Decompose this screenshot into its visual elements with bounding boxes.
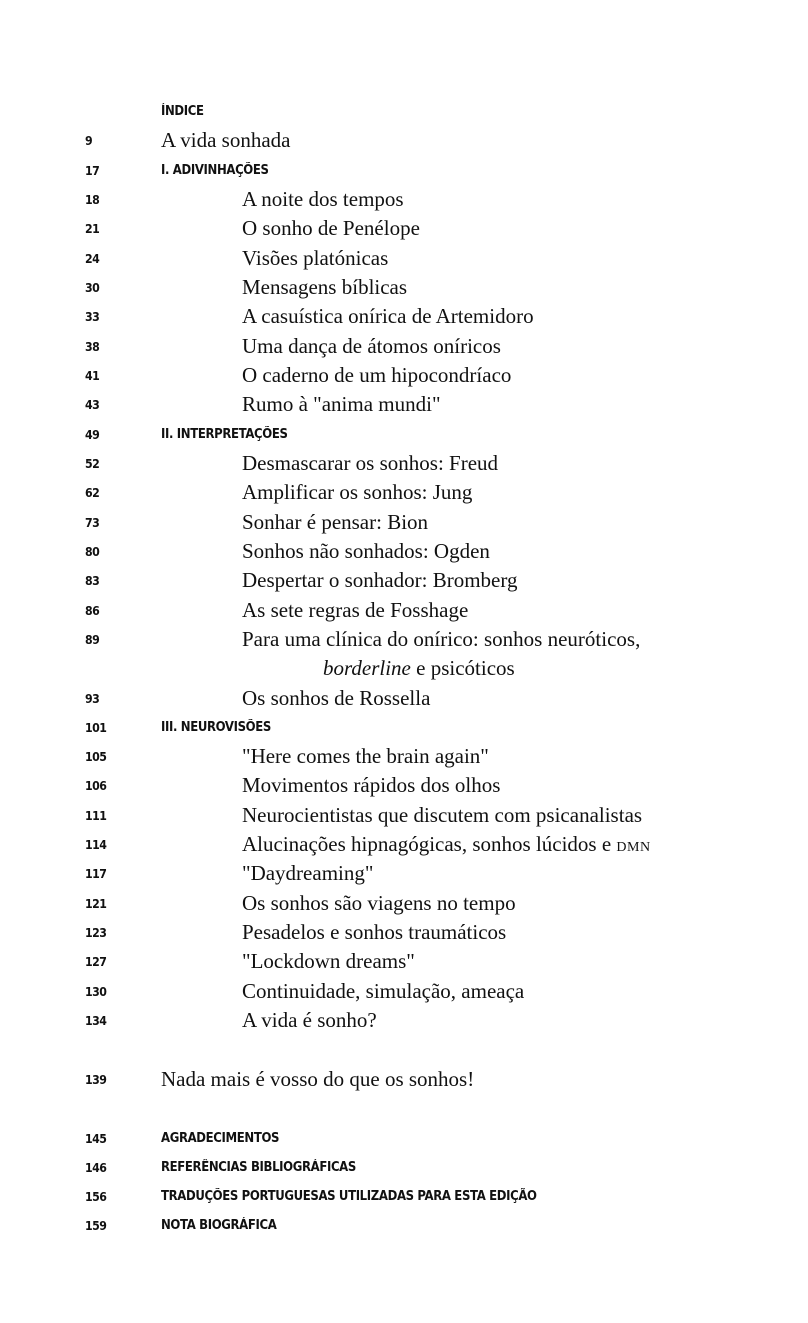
toc-entry[interactable] [0,390,808,419]
entry-title-text: Alucinações hipnagógicas, sonhos lúcidos e [242,832,617,856]
toc-back-matter-item[interactable] [0,1124,808,1153]
page-number: 117 [85,866,107,881]
entry-title: Sonhos não sonhados: Ogden [242,539,490,563]
smallcaps-acronym: DMN [616,840,651,855]
entry-title: "Lockdown dreams" [242,949,415,973]
toc-entry[interactable] [0,801,808,830]
toc-entry[interactable] [0,244,808,273]
page-number: 33 [85,309,100,324]
page-number: 156 [85,1189,107,1204]
page-number: 49 [85,427,100,442]
page-number: 9 [85,133,93,148]
back-matter-title: NOTA BIOGRÁFICA [161,1218,277,1233]
toc-entry[interactable] [0,947,808,976]
page-number: 21 [85,221,100,236]
page-number: 43 [85,397,100,412]
entry-title: Uma dança de átomos oníricos [242,334,501,358]
toc-title-row [0,97,808,126]
entry-title: "Here comes the brain again" [242,744,489,768]
entry-title: A vida é sonho? [242,1008,377,1032]
page-number: 73 [85,515,100,530]
part-title: III. NEUROVISÕES [161,720,271,735]
page-number: 139 [85,1072,107,1087]
toc-entry[interactable] [0,214,808,243]
back-matter-title: AGRADECIMENTOS [161,1131,280,1146]
entry-title: Para uma clínica do onírico: sonhos neuróticos, [242,627,641,651]
continuation-text: e psicóticos [410,656,515,680]
entry-title: A casuística onírica de Artemidoro [242,304,534,328]
entry-title: O caderno de um hipocondríaco [242,363,512,387]
page-number: 159 [85,1218,107,1233]
toc-entry[interactable] [0,625,808,654]
toc-entry[interactable] [0,361,808,390]
entry-title: Sonhar é pensar: Bion [242,510,429,534]
entry-title: Visões platónicas [242,246,389,270]
page-number: 105 [85,749,107,764]
entry-title: Pesadelos e sonhos traumáticos [242,920,507,944]
toc-entry[interactable] [0,332,808,361]
page-number: 17 [85,163,100,178]
page-number: 123 [85,925,107,940]
toc-entry-epilogue[interactable] [0,1065,808,1094]
toc-entry[interactable] [0,273,808,302]
entry-title-continuation [323,654,515,683]
toc-part-heading[interactable] [0,420,808,449]
page-number: 134 [85,1013,107,1028]
entry-title: A noite dos tempos [242,187,404,211]
toc-back-matter-item[interactable] [0,1211,808,1240]
toc-entry[interactable] [0,859,808,888]
entry-title: O sonho de Penélope [242,216,420,240]
toc-entry[interactable] [0,449,808,478]
page-number: 121 [85,896,107,911]
toc-entry-continuation [0,654,808,683]
page-number: 130 [85,984,107,999]
page-number: 62 [85,485,100,500]
page-number: 80 [85,544,100,559]
page-number: 38 [85,339,100,354]
toc-part-heading[interactable] [0,713,808,742]
page-number: 18 [85,192,100,207]
entry-title: Neurocientistas que discutem com psicanalistas [242,803,643,827]
toc-entry[interactable] [0,830,808,859]
chapter-title: Nada mais é vosso do que os sonhos! [161,1067,475,1091]
toc-entry[interactable] [0,478,808,507]
toc-entry[interactable] [0,977,808,1006]
toc-entry[interactable] [0,185,808,214]
page-number: 111 [85,808,107,823]
toc-entry[interactable] [0,302,808,331]
entry-title [242,830,651,862]
page-number: 145 [85,1131,107,1146]
entry-title: Mensagens bíblicas [242,275,408,299]
toc-title: ÍNDICE [161,104,204,119]
entry-title: Despertar o sonhador: Bromberg [242,568,518,592]
part-title: I. ADIVINHAÇÕES [161,163,269,178]
toc-entry[interactable] [0,1006,808,1035]
page-number: 106 [85,778,107,793]
toc-entry[interactable] [0,508,808,537]
entry-title: Rumo à "anima mundi" [242,392,441,416]
toc-entry-prologue[interactable] [0,126,808,155]
back-matter-title: TRADUÇÕES PORTUGUESAS UTILIZADAS PARA ESTA EDIÇÃO [161,1189,537,1204]
part-title: II. INTERPRETAÇÕES [161,427,288,442]
page-number: 89 [85,632,100,647]
page-number: 93 [85,691,100,706]
toc-back-matter-item[interactable] [0,1153,808,1182]
toc-entry[interactable] [0,684,808,713]
entry-title: Amplificar os sonhos: Jung [242,480,473,504]
page-number: 101 [85,720,107,735]
page-number: 41 [85,368,100,383]
page-number: 24 [85,251,100,266]
entry-title: Movimentos rápidos dos olhos [242,773,501,797]
entry-title: Continuidade, simulação, ameaça [242,979,525,1003]
entry-title: Desmascarar os sonhos: Freud [242,451,499,475]
chapter-title: A vida sonhada [161,128,291,152]
entry-title: "Daydreaming" [242,861,374,885]
toc-part-heading[interactable] [0,156,808,185]
toc-back-matter-item[interactable] [0,1182,808,1211]
toc-entry[interactable] [0,918,808,947]
page-number: 86 [85,603,100,618]
toc-entry[interactable] [0,596,808,625]
italic-term: borderline [323,656,411,680]
page-number: 30 [85,280,100,295]
entry-title: Os sonhos de Rossella [242,686,431,710]
page-number: 146 [85,1160,107,1175]
entry-title: As sete regras de Fosshage [242,598,469,622]
page-number: 52 [85,456,100,471]
back-matter-title: REFERÊNCIAS BIBLIOGRÁFICAS [161,1160,356,1175]
toc-entry[interactable] [0,537,808,566]
toc-entry[interactable] [0,889,808,918]
toc-entry[interactable] [0,566,808,595]
toc-entry[interactable] [0,742,808,771]
page-number: 127 [85,954,107,969]
entry-title: Os sonhos são viagens no tempo [242,891,516,915]
page-number: 114 [85,837,107,852]
page-number: 83 [85,573,100,588]
toc-entry[interactable] [0,771,808,800]
